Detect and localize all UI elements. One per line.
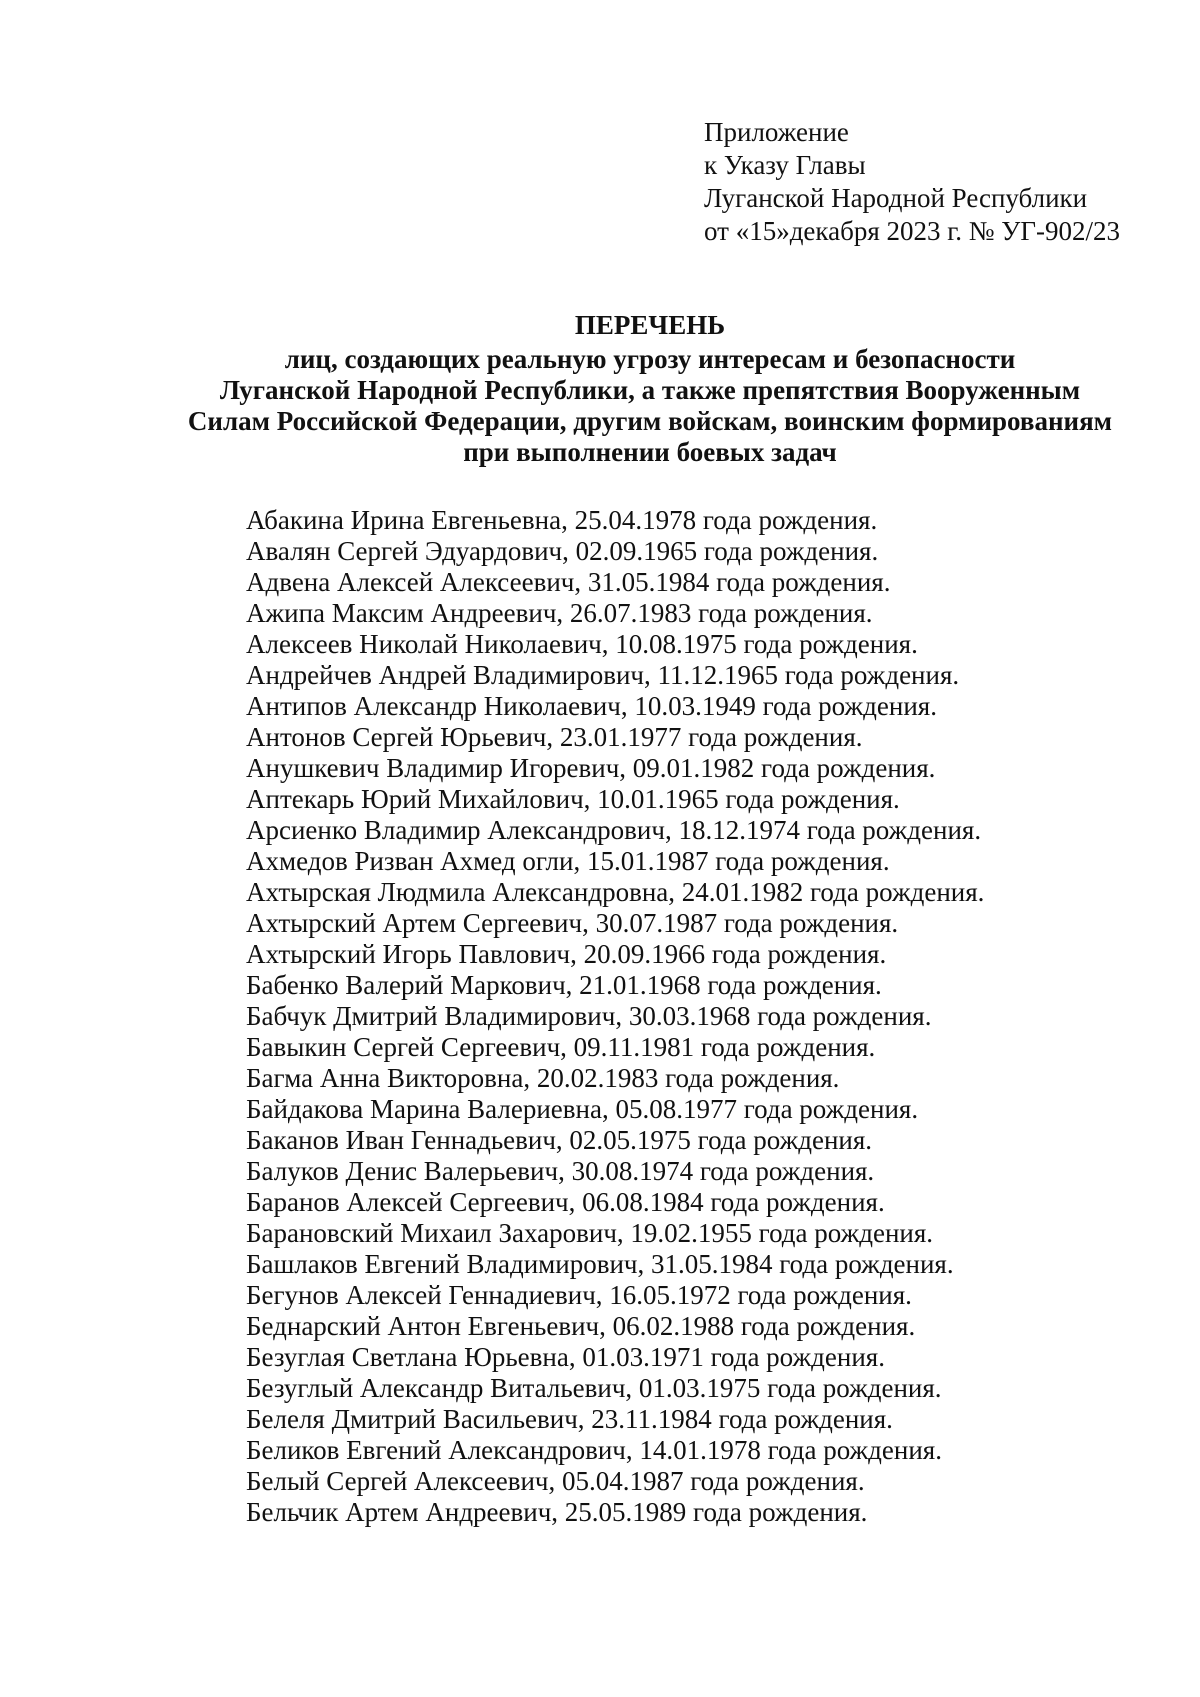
list-item: Ахтырская Людмила Александровна, 24.01.1982 года рождения.: [246, 877, 985, 907]
list-item: Бельчик Артем Андреевич, 25.05.1989 года рождения.: [246, 1497, 868, 1527]
list-item: Ахтырский Игорь Павлович, 20.09.1966 года рождения.: [246, 939, 887, 969]
list-item: Башлаков Евгений Владимирович, 31.05.1984 года рождения.: [246, 1249, 954, 1279]
list-item: Безуглая Светлана Юрьевна, 01.03.1971 года рождения.: [246, 1342, 885, 1372]
list-item: Адвена Алексей Алексеевич, 31.05.1984 года рождения.: [246, 567, 891, 597]
list-item: Белый Сергей Алексеевич, 05.04.1987 года рождения.: [246, 1466, 865, 1496]
document-title: ПЕРЕЧЕНЬ: [574, 310, 726, 340]
list-item: Абакина Ирина Евгеньевна, 25.04.1978 года рождения.: [246, 505, 878, 535]
list-item: Баканов Иван Геннадьевич, 02.05.1975 года рождения.: [246, 1125, 873, 1155]
annex-block: [704, 116, 1120, 248]
list-item: Беднарский Антон Евгеньевич, 06.02.1988 года рождения.: [246, 1311, 916, 1341]
document-subtitle-line: Луганской Народной Республики, а также препятствия Вооруженным: [219, 375, 1081, 405]
list-item: Барановский Михаил Захарович, 19.02.1955 года рождения.: [246, 1218, 934, 1248]
list-item: Аптекарь Юрий Михайлович, 10.01.1965 года рождения.: [246, 784, 900, 814]
list-item: Балуков Денис Валерьевич, 30.08.1974 года рождения.: [246, 1156, 875, 1186]
annex-line: Приложение: [704, 117, 849, 147]
annex-line: к Указу Главы: [704, 150, 866, 180]
list-item: Анушкевич Владимир Игоревич, 09.01.1982 года рождения.: [246, 753, 936, 783]
list-item: Бабенко Валерий Маркович, 21.01.1968 года рождения.: [246, 970, 882, 1000]
list-item: Беликов Евгений Александрович, 14.01.1978 года рождения.: [246, 1435, 942, 1465]
list-item: Ахтырский Артем Сергеевич, 30.07.1987 года рождения.: [246, 908, 899, 938]
document-subtitle-line: при выполнении боевых задач: [463, 437, 837, 467]
list-item: Ахмедов Ризван Ахмед огли, 15.01.1987 года рождения.: [246, 846, 890, 876]
list-item: Бегунов Алексей Геннадиевич, 16.05.1972 года рождения.: [246, 1280, 912, 1310]
list-item: Бавыкин Сергей Сергеевич, 09.11.1981 года рождения.: [246, 1032, 876, 1062]
list-item: Арсиенко Владимир Александрович, 18.12.1974 года рождения.: [246, 815, 982, 845]
list-item: Бабчук Дмитрий Владимирович, 30.03.1968 года рождения.: [246, 1001, 932, 1031]
list-item: Баранов Алексей Сергеевич, 06.08.1984 года рождения.: [246, 1187, 885, 1217]
persons-list: [246, 505, 984, 1528]
list-item: Белеля Дмитрий Васильевич, 23.11.1984 года рождения.: [246, 1404, 893, 1434]
document-heading: [100, 310, 1200, 468]
list-item: Андрейчев Андрей Владимирович, 11.12.1965 года рождения.: [246, 660, 960, 690]
list-item: Ажипа Максим Андреевич, 26.07.1983 года рождения.: [246, 598, 873, 628]
list-item: Багма Анна Викторовна, 20.02.1983 года рождения.: [246, 1063, 840, 1093]
list-item: Безуглый Александр Витальевич, 01.03.1975 года рождения.: [246, 1373, 942, 1403]
document-subtitle-line: лиц, создающих реальную угрозу интересам и безопасности: [284, 344, 1016, 374]
document-subtitle-line: Силам Российской Федерации, другим войскам, воинским формированиям: [187, 406, 1113, 436]
annex-line: Луганской Народной Республики: [704, 183, 1088, 213]
list-item: Байдакова Марина Валериевна, 05.08.1977 года рождения.: [246, 1094, 919, 1124]
list-item: Антонов Сергей Юрьевич, 23.01.1977 года рождения.: [246, 722, 863, 752]
annex-line: от «15»декабря 2023 г. № УГ-902/23: [704, 216, 1121, 246]
list-item: Антипов Александр Николаевич, 10.03.1949 года рождения.: [246, 691, 937, 721]
list-item: Алексеев Николай Николаевич, 10.08.1975 года рождения.: [246, 629, 918, 659]
list-item: Авалян Сергей Эдуардович, 02.09.1965 года рождения.: [246, 536, 879, 566]
